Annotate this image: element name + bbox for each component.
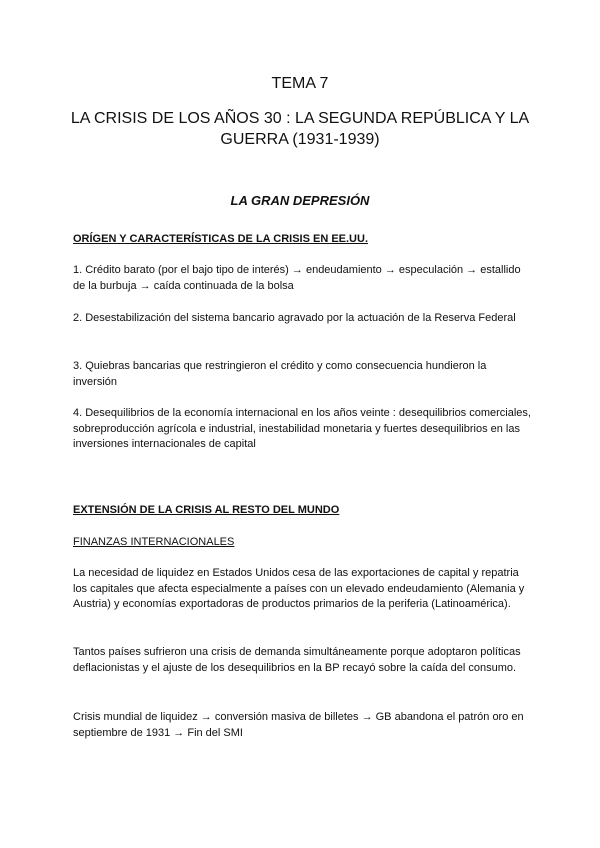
topic-number: TEMA 7: [271, 75, 329, 92]
extension-paragraph-1: La necesidad de liquidez en Estados Unidos cesa de las exportaciones de capital y repatria los capitales que afecta especialmente a países con un elevado endeudamiento (Alemania y Austria) y economías exportadoras de productos primarios de la periferia (Latinoamérica).: [73, 567, 525, 610]
origin-point-3: 3. Quiebras bancarias que restringieron el crédito y como consecuencia hundieron la inversión: [73, 360, 487, 388]
origin-point-2: 2. Desestabilización del sistema bancario agravado por la actuación de la Reserva Federal: [73, 312, 516, 324]
origin-heading: ORÍGEN Y CARACTERÍSTICAS DE LA CRISIS EN EE.UU.: [73, 233, 369, 245]
section-heading: LA GRAN DEPRESIÓN: [230, 193, 370, 208]
origin-point-1: 1. Crédito barato (por el bajo tipo de interés) → endeudamiento → especulación → estallido de la burbuja → caída continuada de la bolsa: [73, 264, 521, 292]
extension-paragraph-2: Tantos países sufrieron una crisis de demanda simultáneamente porque adoptaron políticas deflacionistas y el ajuste de los desequilibrios en la BP recayó sobre la caída del consumo.: [73, 646, 521, 674]
extension-heading: EXTENSIÓN DE LA CRISIS AL RESTO DEL MUNDO: [73, 504, 340, 516]
origin-point-4: 4. Desequilibrios de la economía internacional en los años veinte : desequilibrios comerciales, sobreproducción agrícola e industrial, inestabilidad monetaria y fuertes desequilibrios en las inversiones internacionales de capital: [73, 407, 531, 450]
document-title: LA CRISIS DE LOS AÑOS 30 : LA SEGUNDA REPÚBLICA Y LA GUERRA (1931-1939): [70, 110, 530, 148]
extension-subheading: FINANZAS INTERNACIONALES: [73, 536, 235, 548]
extension-paragraph-3: Crisis mundial de liquidez → conversión masiva de billetes → GB abandona el patrón oro en septiembre de 1931 → Fin del SMI: [73, 711, 524, 739]
